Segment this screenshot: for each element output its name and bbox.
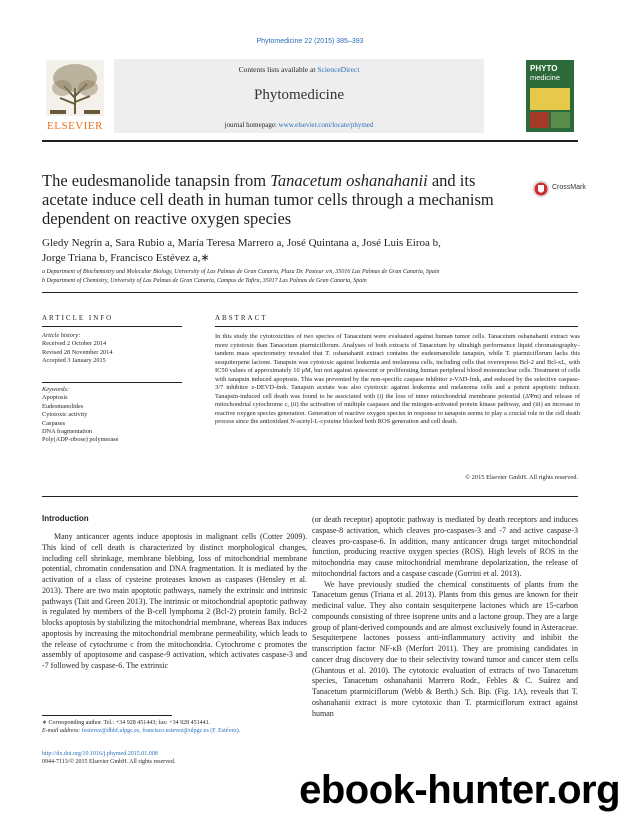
homepage-prefix: journal homepage: <box>224 121 279 129</box>
corresponding-author-footnote <box>42 719 307 735</box>
footnote-rule <box>42 715 172 716</box>
elsevier-logo <box>42 58 108 136</box>
homepage-link[interactable]: www.elsevier.com/locate/phymed <box>278 121 374 129</box>
title-part1: The eudesmanolide tanapsin from <box>42 171 271 190</box>
body-divider <box>42 496 578 497</box>
journal-name: Phytomedicine <box>254 87 344 103</box>
body-column-right <box>312 515 578 719</box>
cover-title-line1: PHYTO <box>530 64 558 73</box>
crossmark-label: CrossMark <box>552 184 586 191</box>
affiliation-a: a Department of Biochemistry and Molecular Biology, University of Las Palmas de Gran Canaria, Plaza Dr. Pasteur s/n, 35016 Las Palmas de Gran Canaria, Spain <box>42 269 440 275</box>
article-history <box>42 332 187 366</box>
history-accepted: Accepted 3 January 2015 <box>42 357 106 365</box>
title-part2: and its acetate induce cell death in human tumor cells through a mechanism dependent on reactive oxygen species <box>42 171 494 228</box>
history-label: Article history: <box>42 332 81 339</box>
journal-homepage-line <box>114 121 484 129</box>
journal-reference-link[interactable]: Phytomedicine 22 (2015) 385–393 <box>256 38 364 45</box>
keyword-item: Cytotoxic activity <box>42 411 88 419</box>
crossmark-icon <box>532 180 550 198</box>
doi-link[interactable]: http://dx.doi.org/10.1016/j.phymed.2015.01.008 <box>42 751 158 757</box>
affiliation-b: b Department of Chemistry, University of Las Palmas de Gran Canaria, Campus de Tafira, 35017 Las Palmas de Gran Canaria, Spain <box>42 277 367 284</box>
issn-line: 0944-7113/© 2015 Elsevier GmbH. All rights reserved. <box>42 759 176 765</box>
header-divider <box>42 140 578 142</box>
journal-masthead <box>42 58 578 138</box>
email-label: E-mail address: <box>42 728 82 734</box>
email-link[interactable]: festevez@dbbf.ulpgc.es, francisco.estevez@ulpgc.es (F. Estévez). <box>81 728 241 734</box>
keywords-rule <box>42 382 182 383</box>
keywords-list <box>42 386 187 445</box>
contents-available-line <box>114 65 484 74</box>
body-column-left <box>42 532 307 672</box>
keyword-item: DNA fragmentation <box>42 428 93 436</box>
intro-paragraph-2: (or death receptor) apoptotic pathway is mediated by death receptors and induces caspase-8 activation, which cleaves pro-caspases-3 and -7 and active caspase-3 cleaves pro-caspase-6. In addition, many anticancer drugs target mitochondrial function, producing reactive oxygen species (ROS). High levels of ROS in the mitochondria may cause mitochondrial membrane depolarization, the release of mitochondrial factors and a caspase cascade (Gorrini et al. 2013). <box>312 515 578 578</box>
keyword-item: Eudesmanolides <box>42 402 84 410</box>
history-received: Received 2 October 2014 <box>42 340 107 348</box>
intro-paragraph-1: Many anticancer agents induce apoptosis in malignant cells (Cotter 2009). This kind of cell death is characterized by distinct morphological changes, including cell shrinkage, membrane blebbing, loss of mitochondrial membrane potential, chromatin condensation and DNA fragmentation. It is mediated by the activation of a class of cysteine proteases known as caspases (Hensley et al. 2013). There are two main apoptotic pathways, namely the extrinsic and intrinsic pathways (Tait and Green 2013). The intrinsic or mitochondrial apoptotic pathway is regulated by members of the B-cell lymphoma 2 (Bcl-2) protein family. Bcl-2 blocks apoptosis by stabilizing the mitochondrial membrane, whereas Bax induces apoptosis by increasing the mitochondrial membrane permeability, which leads to the release of cytochrome c from the mitochondria. Cytochrome c promotes the assembly of apoptosome and caspase-9 activation, which activates caspase-3 and -7 followed by caspase-6. The extrinsic <box>42 532 307 670</box>
abstract-text: In this study the cytotoxicities of two species of Tanacetum were evaluated against human tumor cells. Tanacetum oshanahanii extract was more cytotoxic than Tanacetum ptarmiciflorum. Analyses of both extracts of Tanacetum by ultrahigh performance liquid chromatography–tandem mass spectrometry revealed that T. oshanahanii extract contains the eudesmanolide tanapsin, while T. ptarmiciflorum lacks this sesquiterpene lactone. Tanapsin was cytotoxic against leukemia and melanoma cells, including cells that overexpress Bcl-2 and Bcl-xL, with IC50 values of approximately 10 µM, but not against quiescent or proliferating human peripheral blood mononuclear cells. Treatment of cells with tanapsin induced apoptosis. This was prevented by the non-specific caspase inhibitor z-VAD-fmk, and reduced by the selective caspase-3/7 inhibitor z-DEVD-fmk. Tanapsin acetate was also cytotoxic against leukemia and melanoma cells and a potent apoptotic inducer. Tanapsin-induced cell death was found to be associated with (i) the loss of inner mitochondrial membrane potential (ΔΨm) and release of mitochondrial cytochrome c, (ii) the activation of multiple caspases and the mitogen-activated protein kinase pathway, and (iii) an increase in reactive oxygen species generation. Generation of reactive oxygen species in response to tanapsin seems to play a crucial role in the cell death process since the antioxidant N-acetyl-L-cysteine blocked both ROS generation and cell death. <box>215 333 580 426</box>
sciencedirect-link[interactable]: ScienceDirect <box>317 65 360 74</box>
intro-paragraph-3: We have previously studied the chemical constituents of plants from the Tanacetum genus (Triana et al. 2013). Plants from this genus are known for their medicinal value. They also contain sesquiterpene lactones which are 15-carbon compounds consisting of three isoprene units and a lactone group. They are a large group of plant-derived compounds and are almost exclusively found in Asteraceae. Sesquiterpene lactones possess anti-inflammatory activity and inhibit the transcription factor NF-κB (Merfort 2011). They are promising candidates in cancer drug discovery due to their selectivity toward tumor and cancer stem cells (Ghantous et al. 2010). The cytotoxic evaluation of extracts of two Tanacetum species, Tanacetum oshanahanii Marrero Rodr., Febles & C. Suárez and Tanacetum ptarmiciflorum (Webb & Berth.) Sch. Bip. (Fig. 1A), reveals that T. oshanahanii extract is more cytotoxic than T. ptarmiciflorum extract against human <box>312 579 578 718</box>
abstract-heading: ABSTRACT <box>215 314 268 322</box>
watermark: ebook-hunter.org <box>299 768 620 812</box>
authors-line-2: Jorge Triana b, Francisco Estévez a,∗ <box>42 252 210 264</box>
keyword-item: Caspases <box>42 419 66 427</box>
elsevier-wordmark: ELSEVIER <box>47 120 103 132</box>
cover-image-icon <box>526 86 574 132</box>
author-list <box>42 236 542 266</box>
keyword-item: Apoptosis <box>42 394 68 402</box>
article-info-heading: ARTICLE INFO <box>42 314 114 322</box>
doi-block <box>42 750 307 766</box>
affiliations <box>42 268 582 285</box>
keyword-item: Poly(ADP-ribose) polymerase <box>42 436 119 444</box>
email-line <box>42 727 307 735</box>
introduction-heading: Introduction <box>42 514 89 523</box>
journal-header-box <box>114 59 484 133</box>
crossmark-badge[interactable] <box>532 180 588 198</box>
keywords-label: Keywords: <box>42 386 70 393</box>
cover-title-line2: medicine <box>530 73 561 82</box>
article-info-rule <box>42 326 182 327</box>
corresponding-author: ∗ Corresponding author. Tel.: +34 928 451443; fax: +34 928 451441. <box>42 720 211 726</box>
abstract-rule <box>215 326 578 327</box>
history-revised: Revised 28 November 2014 <box>42 348 113 356</box>
contents-prefix: Contents lists available at <box>238 65 318 74</box>
article-title <box>42 171 512 228</box>
journal-cover-thumbnail <box>526 60 574 132</box>
title-italic: Tanacetum oshanahanii <box>270 171 428 190</box>
abstract-copyright: © 2015 Elsevier GmbH. All rights reserved. <box>465 474 578 481</box>
authors-line-1: Gledy Negrín a, Sara Rubio a, María Teresa Marrero a, José Quintana a, José Luis Eiroa b, <box>42 237 441 249</box>
affiliation-divider <box>42 292 578 293</box>
